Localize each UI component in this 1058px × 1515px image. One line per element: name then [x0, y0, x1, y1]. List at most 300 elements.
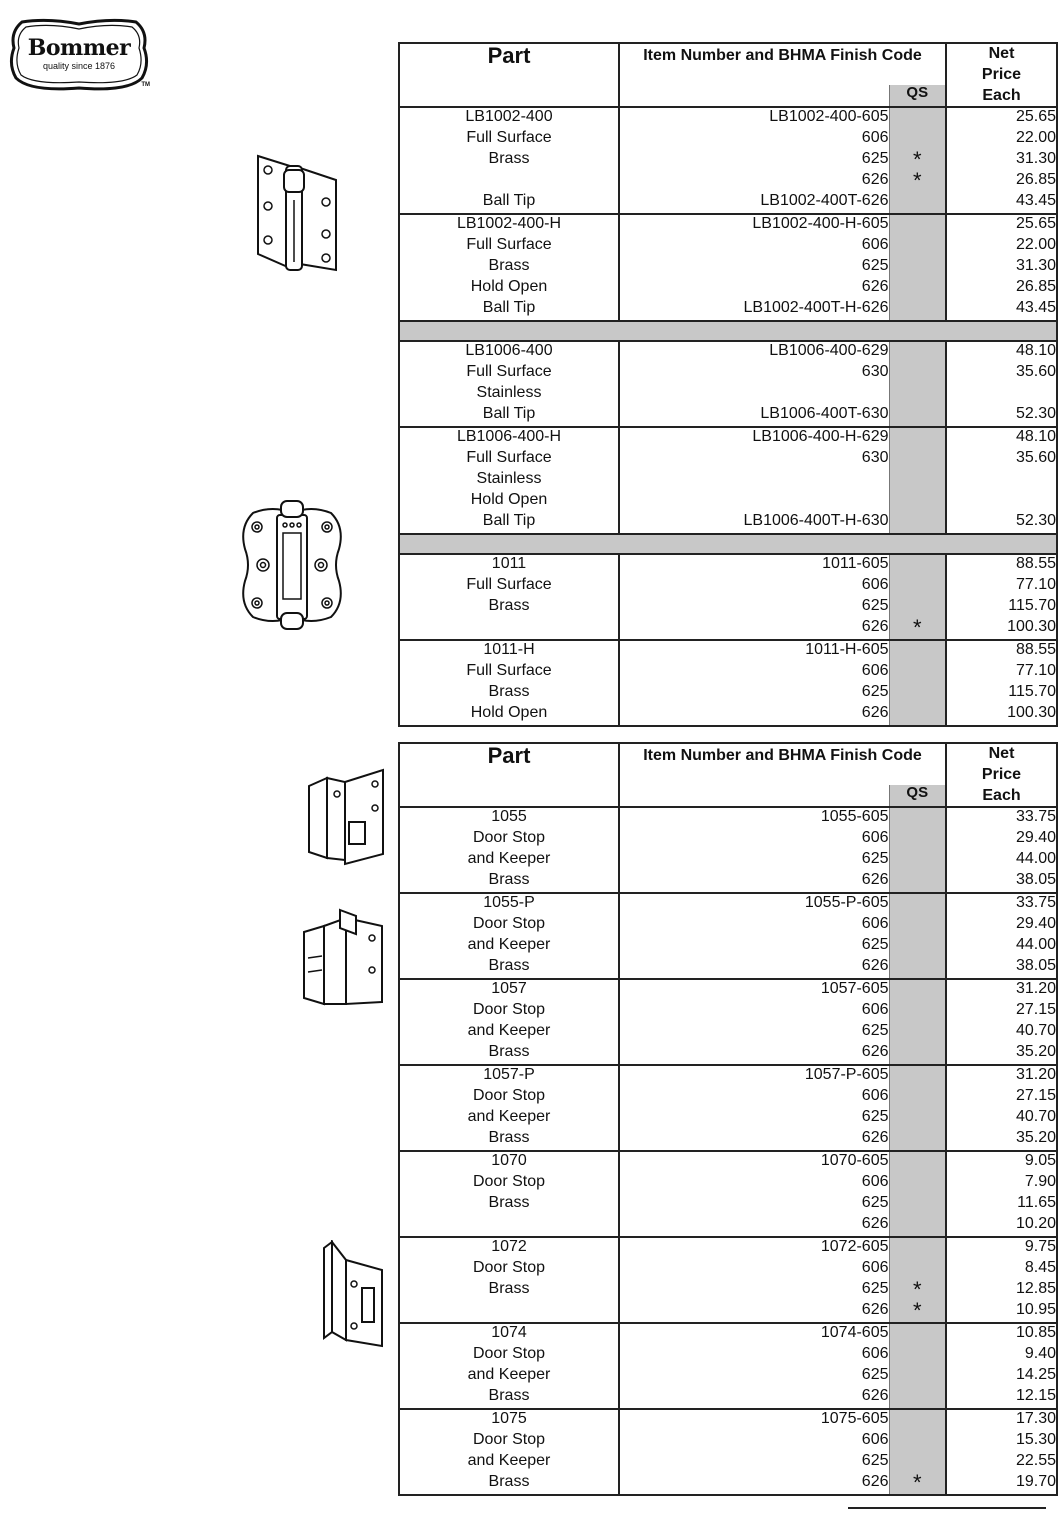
header-net: Net: [988, 745, 1015, 762]
qs-marker: [890, 808, 946, 829]
net-price: 26.85: [1015, 171, 1056, 189]
net-price: 12.85: [1015, 1280, 1056, 1298]
product-group-row: [399, 341, 1057, 427]
product-group-row: [399, 807, 1057, 893]
item-number: 606: [861, 129, 889, 147]
bommer-logo: [8, 18, 150, 96]
net-price: 10.85: [1015, 1324, 1056, 1342]
separator-row: [399, 534, 1057, 554]
net-price: 40.70: [1015, 1022, 1056, 1040]
price-cell: [946, 1065, 1057, 1151]
qs-cell: [889, 1323, 946, 1409]
part-description-line: Full Surface: [466, 129, 552, 147]
net-price: [947, 384, 1056, 405]
part-description-line: Full Surface: [466, 662, 552, 680]
item-cell: [619, 1323, 889, 1409]
part-description-line: Door Stop: [472, 1259, 546, 1277]
part-description-line: 1011: [491, 555, 527, 573]
product-group-row: [399, 640, 1057, 726]
price-cell: [946, 893, 1057, 979]
part-description-line: Door Stop: [472, 1001, 546, 1019]
qs-marker: [890, 980, 946, 1001]
net-price: 27.15: [1015, 1001, 1056, 1019]
item-number: 606: [861, 829, 889, 847]
item-number: 630: [861, 363, 889, 381]
qs-marker: *: [912, 1277, 922, 1303]
item-number: 626: [861, 1215, 889, 1233]
qs-cell: [889, 893, 946, 979]
item-number: 1055-605: [820, 808, 889, 826]
qs-marker: [890, 236, 946, 257]
qs-cell: [889, 807, 946, 893]
qs-marker: *: [912, 615, 922, 641]
part-description-line: Door Stop: [472, 1087, 546, 1105]
item-number: 1011-H-605: [805, 641, 889, 659]
item-number: 625: [861, 597, 889, 615]
qs-cell: [889, 427, 946, 534]
net-price: 44.00: [1015, 850, 1056, 868]
qs-marker: [890, 299, 946, 320]
qs-marker: [890, 1152, 946, 1173]
item-number: 606: [861, 1001, 889, 1019]
part-description-line: 1075: [491, 1410, 527, 1428]
part-description-line: LB1006-400-H: [456, 428, 562, 446]
item-number: 626: [861, 1473, 889, 1491]
part-cell: [399, 807, 619, 893]
net-price: 115.70: [1008, 683, 1056, 701]
item-number: 606: [861, 1173, 889, 1191]
part-description-line: 1011-H: [483, 641, 535, 659]
price-cell: [946, 1409, 1057, 1495]
item-number: [620, 491, 889, 512]
header-qs: QS: [889, 85, 946, 107]
qs-marker: [890, 1087, 946, 1108]
qs-marker: [890, 957, 946, 978]
part-cell: [399, 1065, 619, 1151]
qs-marker: [890, 363, 946, 384]
qs-marker: [890, 278, 946, 299]
product-group-row: [399, 1065, 1057, 1151]
qs-marker: [890, 850, 946, 871]
table2-body: [399, 807, 1057, 1495]
net-price: 52.30: [1015, 405, 1056, 423]
item-number: 626: [861, 871, 889, 889]
part-cell: [399, 1409, 619, 1495]
part-description-line: Hold Open: [470, 704, 548, 722]
item-number: 625: [861, 257, 889, 275]
item-cell: [619, 554, 889, 640]
part-description-line: Ball Tip: [482, 299, 536, 317]
qs-marker: [890, 1022, 946, 1043]
qs-cell: [889, 554, 946, 640]
qs-marker: [890, 1431, 946, 1452]
header-item-number: Item Number and BHMA Finish Code: [643, 47, 922, 64]
qs-marker: [890, 641, 946, 662]
net-price: 27.15: [1015, 1087, 1056, 1105]
item-number: LB1006-400-H-629: [752, 428, 889, 446]
qs-marker: [890, 915, 946, 936]
qs-marker: [890, 555, 946, 576]
item-number: 630: [861, 449, 889, 467]
product-group-row: [399, 1151, 1057, 1237]
part-description-line: Door Stop: [472, 829, 546, 847]
net-price: 35.60: [1015, 363, 1056, 381]
part-cell: [399, 979, 619, 1065]
price-cell: [946, 427, 1057, 534]
qs-marker: [890, 1387, 946, 1408]
item-number: 626: [861, 957, 889, 975]
net-price: 22.00: [1015, 236, 1056, 254]
qs-cell: [889, 979, 946, 1065]
qs-cell: [889, 107, 946, 214]
item-number: 606: [861, 1345, 889, 1363]
item-number: 1057-P-605: [804, 1066, 889, 1084]
price-cell: [946, 554, 1057, 640]
net-price: 17.30: [1015, 1410, 1056, 1428]
door-stop-keeper-1055p-illustration: [300, 908, 386, 1008]
part-cell: [399, 640, 619, 726]
product-group-row: [399, 427, 1057, 534]
part-description-line: Brass: [488, 257, 530, 275]
qs-marker: [890, 192, 946, 213]
product-group-row: [399, 1237, 1057, 1323]
item-number: 1072-605: [820, 1238, 889, 1256]
part-description-line: LB1006-400: [465, 342, 553, 360]
header-item-number: Item Number and BHMA Finish Code: [643, 747, 922, 764]
net-price: 88.55: [1015, 555, 1056, 573]
part-description-line: and Keeper: [467, 1452, 551, 1470]
part-description-line: Full Surface: [466, 576, 552, 594]
double-acting-hinge-illustration: [233, 497, 351, 633]
qs-marker: [890, 405, 946, 426]
item-number: LB1002-400-605: [769, 108, 889, 126]
item-cell: [619, 1409, 889, 1495]
part-description-line: 1057-P: [483, 1066, 535, 1084]
part-cell: [399, 1323, 619, 1409]
net-price: 25.65: [1015, 215, 1056, 233]
net-price: 22.00: [1015, 129, 1056, 147]
part-description-line: 1074: [491, 1324, 527, 1342]
part-description-line: Door Stop: [472, 1173, 546, 1191]
door-stop-keeper-1055-illustration: [305, 768, 387, 868]
item-cell: [619, 214, 889, 321]
qs-marker: [890, 1001, 946, 1022]
part-description-line: Full Surface: [466, 236, 552, 254]
net-price: 35.60: [1015, 449, 1056, 467]
header-net: Net: [988, 45, 1015, 62]
part-description-line: 1057: [491, 980, 527, 998]
part-description-line: and Keeper: [467, 850, 551, 868]
item-cell: [619, 807, 889, 893]
part-description-line: 1055-P: [483, 894, 535, 912]
net-price: 9.40: [1024, 1345, 1056, 1363]
product-group-row: [399, 107, 1057, 214]
net-price: 15.30: [1015, 1431, 1056, 1449]
item-number: 625: [861, 936, 889, 954]
price-cell: [946, 341, 1057, 427]
item-number: 606: [861, 1431, 889, 1449]
price-cell: [946, 1151, 1057, 1237]
price-cell: [946, 979, 1057, 1065]
net-price: 77.10: [1015, 576, 1056, 594]
header-each: Each: [982, 86, 1021, 104]
product-group-row: [399, 554, 1057, 640]
part-description-line: [400, 171, 618, 192]
part-description-line: Brass: [488, 871, 530, 889]
item-number: 1011-605: [822, 555, 889, 573]
qs-cell: [889, 1409, 946, 1495]
item-number: 625: [861, 850, 889, 868]
net-price: 9.75: [1024, 1238, 1056, 1256]
qs-marker: *: [912, 1470, 922, 1496]
net-price: 25.65: [1015, 108, 1056, 126]
header-part: Part: [399, 43, 619, 107]
item-number: 626: [861, 278, 889, 296]
part-description-line: 1070: [491, 1152, 527, 1170]
part-cell: [399, 107, 619, 214]
qs-marker: [890, 1410, 946, 1431]
item-number: 1057-605: [820, 980, 889, 998]
header-net-price-each: [946, 43, 1057, 107]
product-group-row: [399, 893, 1057, 979]
qs-marker: [890, 1366, 946, 1387]
separator-cell: [399, 321, 1057, 341]
brand-name: Bommer: [27, 35, 131, 61]
net-price: 11.65: [1017, 1194, 1056, 1212]
net-price: 77.10: [1015, 662, 1056, 680]
part-description-line: Brass: [488, 957, 530, 975]
part-description-line: Brass: [488, 683, 530, 701]
header-each: Each: [982, 786, 1021, 804]
product-group-row: [399, 214, 1057, 321]
header-part: Part: [399, 743, 619, 807]
item-number: 626: [861, 171, 889, 189]
net-price: 88.55: [1015, 641, 1056, 659]
net-price: 7.90: [1024, 1173, 1056, 1191]
qs-marker: *: [912, 168, 922, 194]
net-price: 29.40: [1015, 915, 1056, 933]
part-description-line: [400, 1215, 618, 1236]
qs-marker: [890, 1324, 946, 1345]
qs-marker: [890, 704, 946, 725]
part-description-line: Door Stop: [472, 1431, 546, 1449]
qs-marker: [890, 683, 946, 704]
item-number: 626: [861, 1129, 889, 1147]
qs-marker: [890, 384, 946, 405]
qs-marker: [890, 449, 946, 470]
qs-marker: [890, 1108, 946, 1129]
net-price: 38.05: [1015, 871, 1056, 889]
item-cell: [619, 427, 889, 534]
header-price: Price: [981, 65, 1022, 83]
part-description-line: and Keeper: [467, 936, 551, 954]
qs-marker: [890, 894, 946, 915]
qs-cell: [889, 341, 946, 427]
net-price: 12.15: [1015, 1387, 1056, 1405]
net-price: 8.45: [1024, 1259, 1056, 1277]
item-number: 606: [861, 1259, 889, 1277]
price-table-hinges: [398, 42, 1058, 727]
item-number: 1070-605: [820, 1152, 889, 1170]
part-description-line: Brass: [488, 1043, 530, 1061]
item-number: 626: [861, 1043, 889, 1061]
net-price: 31.30: [1015, 150, 1056, 168]
net-price: 31.20: [1015, 1066, 1056, 1084]
item-number: 1074-605: [820, 1324, 889, 1342]
item-number: 625: [861, 150, 889, 168]
part-description-line: Brass: [488, 1473, 530, 1491]
part-description-line: and Keeper: [467, 1022, 551, 1040]
part-description-line: Full Surface: [466, 449, 552, 467]
price-cell: [946, 107, 1057, 214]
qs-marker: [890, 257, 946, 278]
spring-hinge-illustration: [250, 150, 342, 276]
part-description-line: Door Stop: [472, 915, 546, 933]
item-number: LB1002-400-H-605: [752, 215, 889, 233]
item-number: [620, 470, 889, 491]
part-description-line: Brass: [488, 150, 530, 168]
part-description-line: Ball Tip: [482, 405, 536, 423]
qs-marker: *: [912, 1298, 922, 1324]
product-group-row: [399, 979, 1057, 1065]
net-price: 33.75: [1015, 894, 1056, 912]
net-price: 100.30: [1007, 704, 1056, 722]
footer-rule: [848, 1507, 1046, 1509]
qs-marker: [890, 1066, 946, 1087]
qs-marker: [890, 428, 946, 449]
item-number: 625: [861, 1280, 889, 1298]
net-price: 26.85: [1015, 278, 1056, 296]
net-price: 48.10: [1015, 342, 1056, 360]
net-price: 10.95: [1015, 1301, 1056, 1319]
header-qs: QS: [889, 785, 946, 807]
qs-marker: [890, 936, 946, 957]
item-number: 606: [861, 1087, 889, 1105]
qs-marker: [890, 491, 946, 512]
item-number: 1075-605: [820, 1410, 889, 1428]
part-description-line: Full Surface: [466, 363, 552, 381]
trademark: TM: [141, 82, 150, 88]
part-description-line: Stainless: [476, 470, 542, 488]
net-price: 48.10: [1015, 428, 1056, 446]
qs-marker: [890, 470, 946, 491]
item-number: 626: [861, 618, 889, 636]
net-price: 40.70: [1015, 1108, 1056, 1126]
part-description-line: [400, 618, 618, 639]
item-number: 626: [861, 704, 889, 722]
item-number: 606: [861, 662, 889, 680]
part-description-line: Hold Open: [470, 278, 548, 296]
item-number: 626: [861, 1387, 889, 1405]
item-number: 625: [861, 1452, 889, 1470]
item-number: 606: [861, 915, 889, 933]
item-number: 606: [861, 576, 889, 594]
net-price: 35.20: [1015, 1043, 1056, 1061]
part-cell: [399, 893, 619, 979]
qs-marker: [890, 1194, 946, 1215]
item-number: 1055-P-605: [804, 894, 889, 912]
part-description-line: Brass: [488, 1194, 530, 1212]
net-price: 43.45: [1015, 299, 1056, 317]
qs-marker: [890, 829, 946, 850]
header-net-price-each: [946, 743, 1057, 807]
price-cell: [946, 1237, 1057, 1323]
part-description-line: and Keeper: [467, 1108, 551, 1126]
qs-cell: [889, 1065, 946, 1151]
header-price: Price: [981, 765, 1022, 783]
part-description-line: Ball Tip: [482, 192, 536, 210]
item-cell: [619, 1151, 889, 1237]
qs-marker: [890, 1345, 946, 1366]
qs-marker: [890, 342, 946, 363]
part-cell: [399, 214, 619, 321]
item-number: 625: [861, 1108, 889, 1126]
item-number: LB1002-400T-H-626: [743, 299, 889, 317]
part-cell: [399, 427, 619, 534]
item-number: 625: [861, 1022, 889, 1040]
qs-marker: [890, 662, 946, 683]
part-description-line: Door Stop: [472, 1345, 546, 1363]
header-item-spacer: [619, 785, 889, 807]
price-cell: [946, 214, 1057, 321]
part-description-line: LB1002-400: [465, 108, 553, 126]
part-description-line: and Keeper: [467, 1366, 551, 1384]
qs-cell: [889, 1237, 946, 1323]
net-price: 10.20: [1015, 1215, 1056, 1233]
item-number: LB1006-400T-630: [760, 405, 889, 423]
net-price: 14.25: [1015, 1366, 1056, 1384]
part-cell: [399, 1151, 619, 1237]
price-cell: [946, 807, 1057, 893]
qs-marker: [890, 512, 946, 533]
item-cell: [619, 107, 889, 214]
item-number: 625: [861, 683, 889, 701]
part-description-line: 1072: [491, 1238, 527, 1256]
qs-marker: [890, 1173, 946, 1194]
door-stop-1072-illustration: [318, 1240, 386, 1348]
net-price: 38.05: [1015, 957, 1056, 975]
separator-cell: [399, 534, 1057, 554]
qs-marker: [890, 1215, 946, 1236]
part-description-line: LB1002-400-H: [456, 215, 562, 233]
part-description-line: Stainless: [476, 384, 542, 402]
qs-cell: [889, 214, 946, 321]
qs-marker: [890, 576, 946, 597]
net-price: 44.00: [1015, 936, 1056, 954]
item-number: 625: [861, 1194, 889, 1212]
net-price: 100.30: [1007, 618, 1056, 636]
net-price: 9.05: [1024, 1152, 1056, 1170]
net-price: 31.20: [1015, 980, 1056, 998]
net-price: 22.55: [1015, 1452, 1056, 1470]
item-number: LB1006-400T-H-630: [743, 512, 889, 530]
qs-cell: [889, 1151, 946, 1237]
net-price: 35.20: [1015, 1129, 1056, 1147]
part-description-line: Hold Open: [470, 491, 548, 509]
qs-marker: [890, 1238, 946, 1259]
qs-marker: [890, 215, 946, 236]
part-cell: [399, 1237, 619, 1323]
item-number: 625: [861, 1366, 889, 1384]
item-number: 606: [861, 236, 889, 254]
item-number: LB1006-400-629: [769, 342, 889, 360]
item-cell: [619, 341, 889, 427]
price-cell: [946, 640, 1057, 726]
net-price: 19.70: [1015, 1473, 1056, 1491]
price-cell: [946, 1323, 1057, 1409]
item-number: [620, 384, 889, 405]
net-price: [947, 470, 1056, 491]
